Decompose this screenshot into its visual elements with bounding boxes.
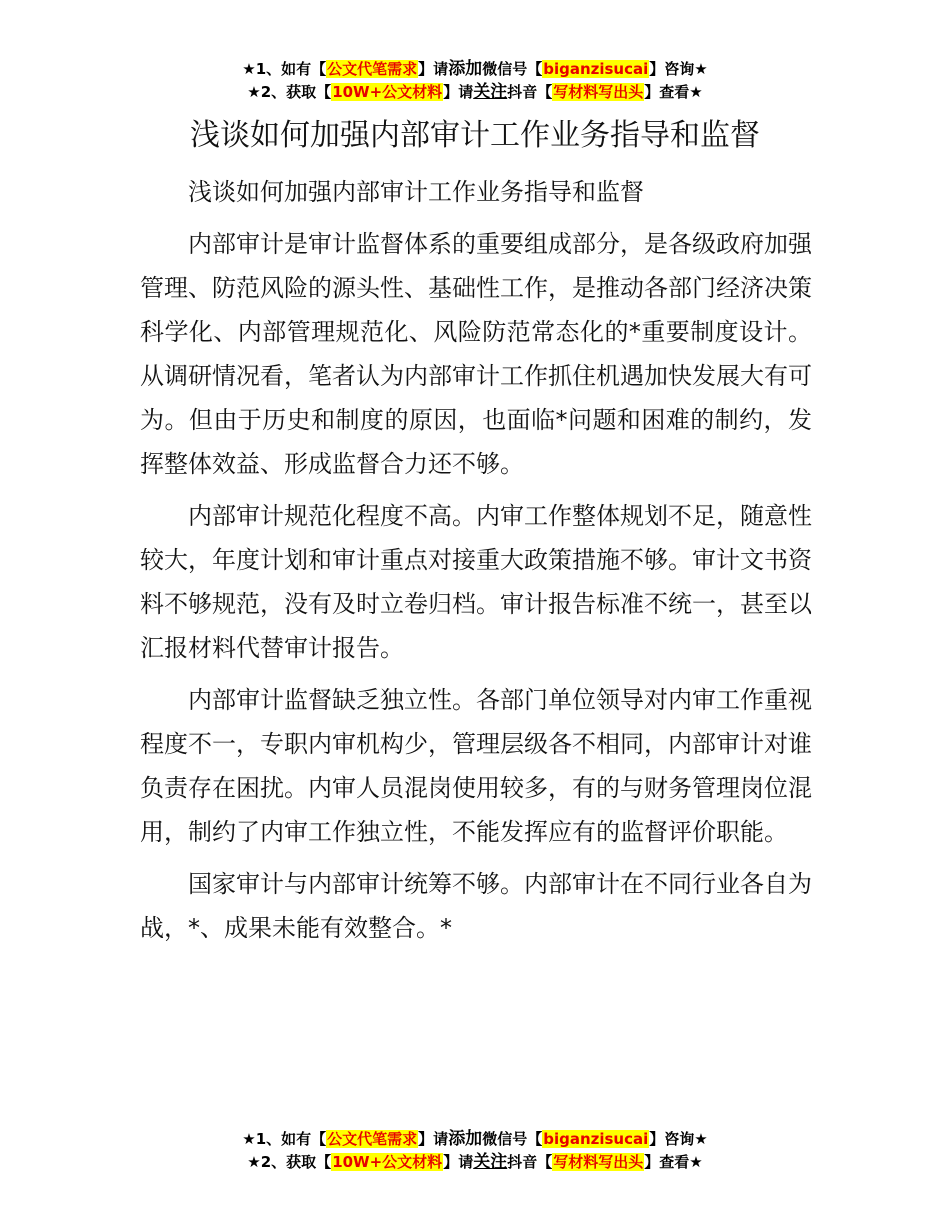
paragraph-2: 内部审计规范化程度不高。内审工作整体规划不足，随意性较大，年度计划和审计重点对接重大政策措施不够。审计文书资料不够规范，没有及时立卷归档。审计报告标准不统一，甚至以汇报材料代替审计报告。: [140, 502, 812, 662]
banner-text: ★1、如有【: [242, 1130, 327, 1148]
header-banner: [0, 58, 950, 104]
banner-emphasis: 关注: [473, 82, 508, 102]
banner-text: 】请: [418, 1130, 449, 1148]
banner-text: ★2、获取【: [247, 1153, 332, 1171]
banner-text: 抖音【: [507, 83, 553, 101]
banner-highlight: biganzisucai: [543, 60, 649, 78]
paragraph-4: 国家审计与内部审计统筹不够。内部审计在不同行业各自为战，*、成果未能有效整合。*: [140, 870, 812, 942]
banner-highlight: 10W+公文材料: [332, 83, 443, 101]
banner-text: ★2、获取【: [247, 83, 332, 101]
banner-emphasis: 添加: [448, 1129, 483, 1149]
banner-highlight: 写材料写出头: [553, 1153, 644, 1171]
banner-emphasis: 关注: [473, 1152, 508, 1172]
banner-line-2: [0, 1151, 950, 1174]
banner-text: 】咨询★: [649, 60, 708, 78]
document-body: [140, 170, 812, 958]
banner-line-1: [0, 58, 950, 81]
paragraph-1: 内部审计是审计监督体系的重要组成部分，是各级政府加强管理、防范风险的源头性、基础性工作，是推动各部门经济决策科学化、内部管理规范化、风险防范常态化的*重要制度设计。从调研情况看，笔者认为内部审计工作抓住机遇加快发展大有可为。但由于历史和制度的原因，也面临*问题和困难的制约，发挥整体效益、形成监督合力还不够。: [140, 230, 812, 478]
banner-text: 】请: [443, 83, 474, 101]
banner-highlight: 10W+公文材料: [332, 1153, 443, 1171]
banner-text: ★1、如有【: [242, 60, 327, 78]
banner-highlight: biganzisucai: [543, 1130, 649, 1148]
banner-text: 】查看★: [644, 1153, 703, 1171]
banner-text: 微信号【: [482, 1130, 543, 1148]
banner-text: 微信号【: [482, 60, 543, 78]
banner-highlight: 公文代笔需求: [327, 1130, 418, 1148]
document-subtitle: 浅谈如何加强内部审计工作业务指导和监督: [188, 178, 644, 206]
banner-highlight: 写材料写出头: [553, 83, 644, 101]
banner-text: 】请: [418, 60, 449, 78]
banner-text: 】查看★: [644, 83, 703, 101]
banner-highlight: 公文代笔需求: [327, 60, 418, 78]
banner-text: 】请: [443, 1153, 474, 1171]
document-title: 浅谈如何加强内部审计工作业务指导和监督: [190, 118, 760, 153]
paragraph-3: 内部审计监督缺乏独立性。各部门单位领导对内审工作重视程度不一，专职内审机构少，管理层级各不相同，内部审计对谁负责存在困扰。内审人员混岗使用较多，有的与财务管理岗位混用，制约了内审工作独立性，不能发挥应有的监督评价职能。: [140, 686, 812, 846]
banner-emphasis: 添加: [448, 59, 483, 79]
banner-line-2: [0, 81, 950, 104]
footer-banner: [0, 1128, 950, 1174]
banner-text: 】咨询★: [649, 1130, 708, 1148]
banner-line-1: [0, 1128, 950, 1151]
banner-text: 抖音【: [507, 1153, 553, 1171]
